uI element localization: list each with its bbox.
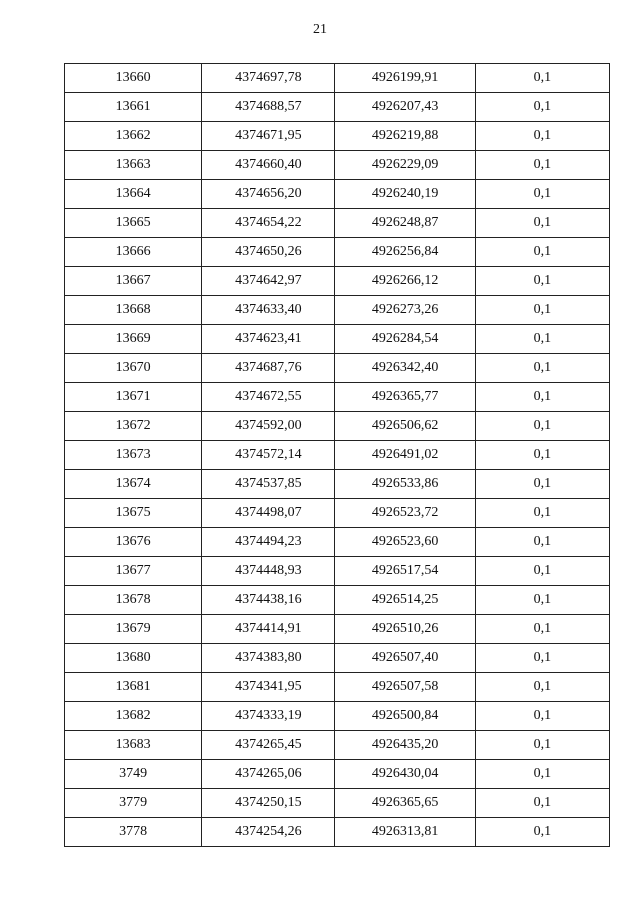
accuracy-cell: 0,1	[475, 644, 609, 673]
accuracy-cell: 0,1	[475, 499, 609, 528]
y-coordinate-cell: 4926365,65	[335, 789, 475, 818]
accuracy-cell: 0,1	[475, 818, 609, 847]
accuracy-cell: 0,1	[475, 122, 609, 151]
table-row	[65, 818, 610, 847]
y-coordinate-cell: 4926199,91	[335, 64, 475, 93]
point-number-cell: 13677	[65, 557, 202, 586]
table-row	[65, 122, 610, 151]
y-coordinate-cell: 4926342,40	[335, 354, 475, 383]
table-row	[65, 789, 610, 818]
y-coordinate-cell: 4926284,54	[335, 325, 475, 354]
y-coordinate-cell: 4926506,62	[335, 412, 475, 441]
accuracy-cell: 0,1	[475, 731, 609, 760]
point-number-cell: 13666	[65, 238, 202, 267]
point-number-cell: 13667	[65, 267, 202, 296]
y-coordinate-cell: 4926523,72	[335, 499, 475, 528]
point-number-cell: 13681	[65, 673, 202, 702]
table-row	[65, 557, 610, 586]
table-row	[65, 731, 610, 760]
point-number-cell: 13668	[65, 296, 202, 325]
x-coordinate-cell: 4374623,41	[202, 325, 335, 354]
accuracy-cell: 0,1	[475, 557, 609, 586]
y-coordinate-cell: 4926229,09	[335, 151, 475, 180]
x-coordinate-cell: 4374254,26	[202, 818, 335, 847]
point-number-cell: 13671	[65, 383, 202, 412]
page-number: 21	[313, 22, 327, 37]
y-coordinate-cell: 4926435,20	[335, 731, 475, 760]
y-coordinate-cell: 4926273,26	[335, 296, 475, 325]
point-number-cell: 13662	[65, 122, 202, 151]
y-coordinate-cell: 4926507,40	[335, 644, 475, 673]
accuracy-cell: 0,1	[475, 615, 609, 644]
accuracy-cell: 0,1	[475, 296, 609, 325]
x-coordinate-cell: 4374265,06	[202, 760, 335, 789]
point-number-cell: 13673	[65, 441, 202, 470]
table-row	[65, 151, 610, 180]
y-coordinate-cell: 4926248,87	[335, 209, 475, 238]
accuracy-cell: 0,1	[475, 238, 609, 267]
accuracy-cell: 0,1	[475, 180, 609, 209]
y-coordinate-cell: 4926510,26	[335, 615, 475, 644]
point-number-cell: 3778	[65, 818, 202, 847]
table-row	[65, 586, 610, 615]
table-row	[65, 644, 610, 673]
accuracy-cell: 0,1	[475, 760, 609, 789]
point-number-cell: 13672	[65, 412, 202, 441]
accuracy-cell: 0,1	[475, 470, 609, 499]
x-coordinate-cell: 4374687,76	[202, 354, 335, 383]
y-coordinate-cell: 4926430,04	[335, 760, 475, 789]
point-number-cell: 13661	[65, 93, 202, 122]
point-number-cell: 3779	[65, 789, 202, 818]
point-number-cell: 13670	[65, 354, 202, 383]
y-coordinate-cell: 4926207,43	[335, 93, 475, 122]
point-number-cell: 13680	[65, 644, 202, 673]
table-row	[65, 93, 610, 122]
y-coordinate-cell: 4926313,81	[335, 818, 475, 847]
x-coordinate-cell: 4374333,19	[202, 702, 335, 731]
point-number-cell: 13664	[65, 180, 202, 209]
point-number-cell: 13663	[65, 151, 202, 180]
y-coordinate-cell: 4926533,86	[335, 470, 475, 499]
table-row	[65, 470, 610, 499]
x-coordinate-cell: 4374650,26	[202, 238, 335, 267]
point-number-cell: 13678	[65, 586, 202, 615]
x-coordinate-cell: 4374341,95	[202, 673, 335, 702]
point-number-cell: 13660	[65, 64, 202, 93]
accuracy-cell: 0,1	[475, 702, 609, 731]
point-number-cell: 13679	[65, 615, 202, 644]
accuracy-cell: 0,1	[475, 441, 609, 470]
point-number-cell: 13665	[65, 209, 202, 238]
table-row	[65, 354, 610, 383]
x-coordinate-cell: 4374654,22	[202, 209, 335, 238]
x-coordinate-cell: 4374697,78	[202, 64, 335, 93]
table-row	[65, 238, 610, 267]
x-coordinate-cell: 4374494,23	[202, 528, 335, 557]
point-number-cell: 3749	[65, 760, 202, 789]
table-row	[65, 325, 610, 354]
table-row	[65, 499, 610, 528]
x-coordinate-cell: 4374498,07	[202, 499, 335, 528]
x-coordinate-cell: 4374265,45	[202, 731, 335, 760]
point-number-cell: 13676	[65, 528, 202, 557]
point-number-cell: 13669	[65, 325, 202, 354]
coordinates-table	[64, 63, 610, 847]
y-coordinate-cell: 4926365,77	[335, 383, 475, 412]
table-row	[65, 383, 610, 412]
accuracy-cell: 0,1	[475, 267, 609, 296]
point-number-cell: 13675	[65, 499, 202, 528]
x-coordinate-cell: 4374592,00	[202, 412, 335, 441]
table-row	[65, 180, 610, 209]
accuracy-cell: 0,1	[475, 151, 609, 180]
y-coordinate-cell: 4926266,12	[335, 267, 475, 296]
x-coordinate-cell: 4374448,93	[202, 557, 335, 586]
accuracy-cell: 0,1	[475, 789, 609, 818]
table-row	[65, 528, 610, 557]
point-number-cell: 13683	[65, 731, 202, 760]
y-coordinate-cell: 4926507,58	[335, 673, 475, 702]
accuracy-cell: 0,1	[475, 586, 609, 615]
table-row	[65, 64, 610, 93]
x-coordinate-cell: 4374414,91	[202, 615, 335, 644]
x-coordinate-cell: 4374688,57	[202, 93, 335, 122]
x-coordinate-cell: 4374438,16	[202, 586, 335, 615]
accuracy-cell: 0,1	[475, 528, 609, 557]
x-coordinate-cell: 4374671,95	[202, 122, 335, 151]
x-coordinate-cell: 4374633,40	[202, 296, 335, 325]
accuracy-cell: 0,1	[475, 383, 609, 412]
accuracy-cell: 0,1	[475, 354, 609, 383]
table-row	[65, 412, 610, 441]
y-coordinate-cell: 4926500,84	[335, 702, 475, 731]
y-coordinate-cell: 4926256,84	[335, 238, 475, 267]
y-coordinate-cell: 4926517,54	[335, 557, 475, 586]
table-row	[65, 615, 610, 644]
table-row	[65, 296, 610, 325]
accuracy-cell: 0,1	[475, 93, 609, 122]
x-coordinate-cell: 4374656,20	[202, 180, 335, 209]
coordinates-table-body	[65, 64, 610, 847]
x-coordinate-cell: 4374537,85	[202, 470, 335, 499]
y-coordinate-cell: 4926523,60	[335, 528, 475, 557]
table-row	[65, 760, 610, 789]
x-coordinate-cell: 4374672,55	[202, 383, 335, 412]
y-coordinate-cell: 4926219,88	[335, 122, 475, 151]
y-coordinate-cell: 4926491,02	[335, 441, 475, 470]
x-coordinate-cell: 4374660,40	[202, 151, 335, 180]
table-row	[65, 441, 610, 470]
table-row	[65, 209, 610, 238]
table-row	[65, 673, 610, 702]
y-coordinate-cell: 4926514,25	[335, 586, 475, 615]
accuracy-cell: 0,1	[475, 325, 609, 354]
accuracy-cell: 0,1	[475, 209, 609, 238]
point-number-cell: 13682	[65, 702, 202, 731]
accuracy-cell: 0,1	[475, 673, 609, 702]
x-coordinate-cell: 4374572,14	[202, 441, 335, 470]
accuracy-cell: 0,1	[475, 64, 609, 93]
x-coordinate-cell: 4374250,15	[202, 789, 335, 818]
x-coordinate-cell: 4374642,97	[202, 267, 335, 296]
x-coordinate-cell: 4374383,80	[202, 644, 335, 673]
table-row	[65, 702, 610, 731]
point-number-cell: 13674	[65, 470, 202, 499]
y-coordinate-cell: 4926240,19	[335, 180, 475, 209]
accuracy-cell: 0,1	[475, 412, 609, 441]
table-row	[65, 267, 610, 296]
